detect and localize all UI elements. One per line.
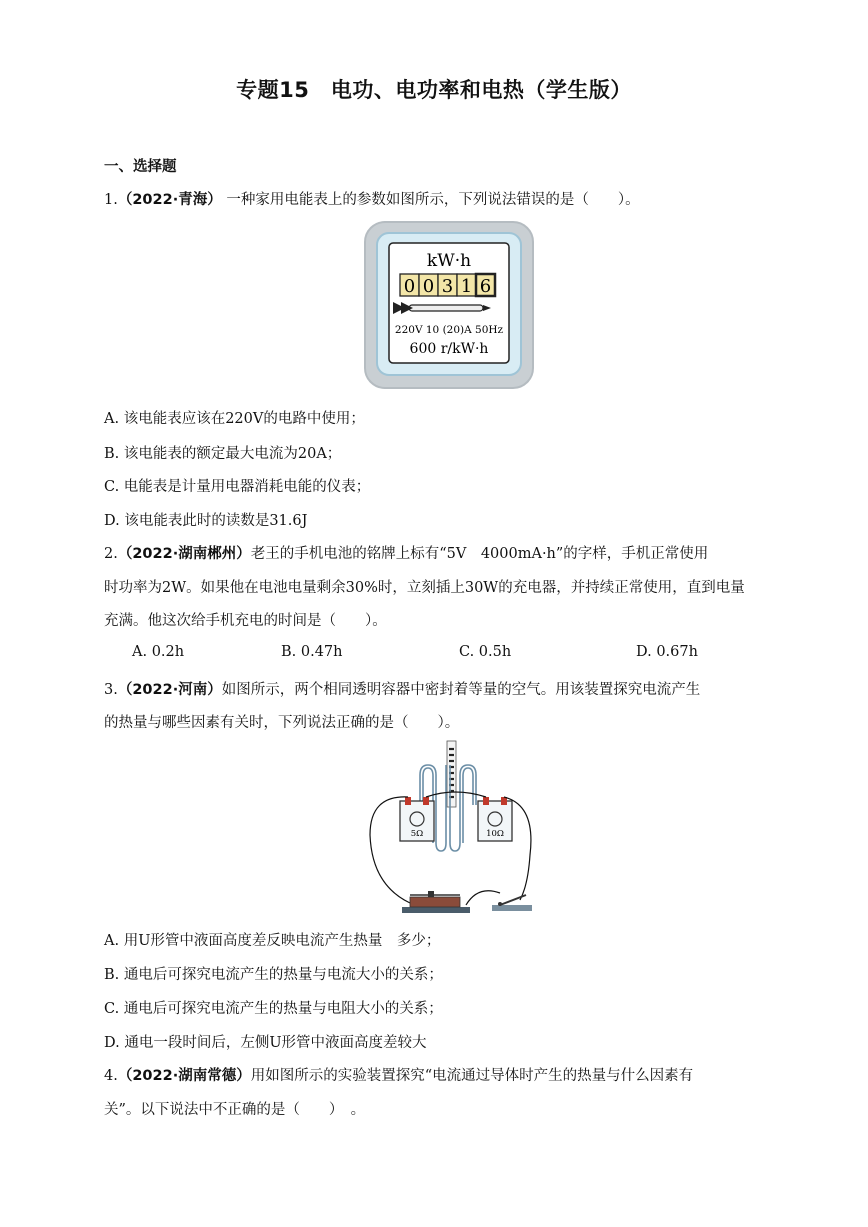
meter-digit: 0 bbox=[422, 276, 435, 297]
question-source: （2022·青海） bbox=[117, 192, 222, 208]
meter-unit-label: kW·h bbox=[426, 251, 472, 271]
question-stem: 用如图所示的实验装置探究“电流通过导体时产生的热量与什么因素有 bbox=[250, 1068, 694, 1084]
question-4 bbox=[104, 1064, 693, 1085]
question-2 bbox=[104, 542, 708, 563]
question-number: 2. bbox=[104, 546, 118, 562]
question-number: 1. bbox=[104, 192, 118, 208]
joule-heating-apparatus-figure bbox=[360, 735, 536, 915]
rheostat-icon bbox=[402, 891, 470, 913]
meter-digit: 3 bbox=[441, 276, 454, 297]
meter-digit: 0 bbox=[403, 276, 416, 297]
question-number: 4. bbox=[104, 1068, 118, 1084]
question-source: （2022·湖南常德） bbox=[117, 1068, 251, 1084]
question-source: （2022·湖南郴州） bbox=[117, 546, 251, 562]
container-right bbox=[478, 797, 512, 841]
page-title: 专题15 电功、电功率和电热（学生版） bbox=[236, 78, 632, 102]
energy-meter-figure bbox=[363, 220, 535, 390]
q2-option-a: A. 0.2h bbox=[132, 644, 185, 660]
switch-icon bbox=[492, 895, 532, 911]
question-3 bbox=[104, 678, 700, 699]
q3-option-a: A. 用U形管中液面高度差反映电流产生热量 多少； bbox=[104, 933, 441, 949]
q2-option-d: D. 0.67h bbox=[636, 644, 698, 660]
question-stem: 一种家用电能表上的参数如图所示，下列说法错误的是（ ）。 bbox=[226, 192, 640, 208]
q3-option-b: B. 通电后可探究电流产生的热量与电流大小的关系； bbox=[104, 967, 443, 983]
meter-digit: 6 bbox=[479, 276, 492, 297]
q1-option-a: A. 该电能表应该在220V的电路中使用； bbox=[104, 411, 365, 427]
q3-option-d: D. 通电一段时间后，左侧U形管中液面高度差较大 bbox=[104, 1035, 427, 1051]
question-4-line-2: 关”。以下说法中不正确的是（ ） 。 bbox=[104, 1102, 366, 1118]
q1-option-d: D. 该电能表此时的读数是31.6J bbox=[104, 513, 308, 529]
q1-option-c: C. 电能表是计量用电器消耗电能的仪表； bbox=[104, 479, 371, 495]
meter-spec-label: 220V 10 (20)A 50Hz bbox=[394, 324, 504, 336]
question-stem: 如图所示，两个相同透明容器中密封着等量的空气。用该装置探究电流产生 bbox=[221, 682, 701, 698]
meter-digit: 1 bbox=[460, 276, 473, 297]
question-source: （2022·河南） bbox=[117, 682, 222, 698]
container-left bbox=[400, 797, 434, 841]
q2-option-b: B. 0.47h bbox=[281, 644, 343, 660]
question-3-line-2: 的热量与哪些因素有关时，下列说法正确的是（ ）。 bbox=[104, 715, 460, 731]
meter-revolution-label: 600 r/kW·h bbox=[409, 341, 489, 357]
question-1 bbox=[104, 188, 640, 209]
q2-option-c: C. 0.5h bbox=[459, 644, 512, 660]
question-2-line-2: 时功率为2W。如果他在电池电量剩余30%时，立刻插上30W的充电器，并持续正常使用，直到电量 bbox=[104, 580, 745, 596]
q1-option-b: B. 该电能表的额定最大电流为20A； bbox=[104, 446, 342, 462]
resistor-label-left: 5Ω bbox=[410, 829, 424, 839]
question-stem: 老王的手机电池的铭牌上标有“5V 4000mA·h”的字样，手机正常使用 bbox=[250, 546, 709, 562]
question-number: 3. bbox=[104, 682, 118, 698]
q3-option-c: C. 通电后可探究电流产生的热量与电阻大小的关系； bbox=[104, 1001, 443, 1017]
resistor-label-right: 10Ω bbox=[486, 829, 504, 839]
meter-digit-window bbox=[400, 274, 495, 297]
section-heading: 一、选择题 bbox=[104, 159, 177, 175]
question-2-line-3: 充满。他这次给手机充电的时间是（ ）。 bbox=[104, 613, 387, 629]
